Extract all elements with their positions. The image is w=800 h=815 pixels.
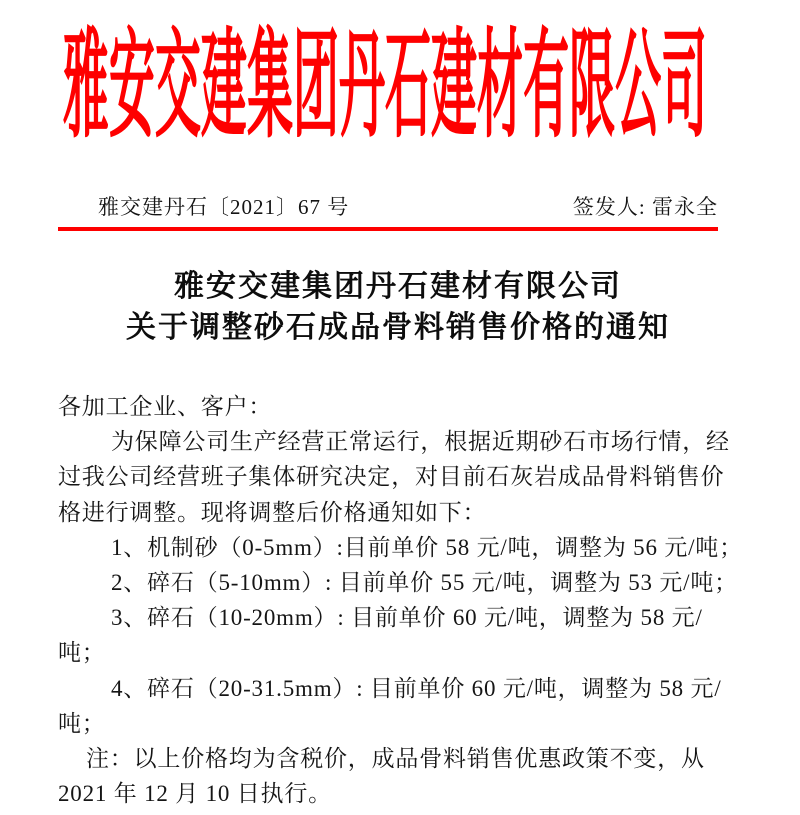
letterhead-company-name: 雅安交建集团丹石建材有限公司 [62,21,708,152]
body-line: 过我公司经营班子集体研究决定，对目前石灰岩成品骨料销售价 [58,464,725,490]
document-title [0,266,796,348]
letterhead [0,21,770,154]
red-divider-rule [58,227,718,231]
document-title-line2: 关于调整砂石成品骨料销售价格的通知 [126,311,670,344]
body-line: 格进行调整。现将调整后价格通知如下： [58,499,487,525]
body-line: 注：以上价格均为含税价，成品骨料销售优惠政策不变，从 [86,746,705,772]
body-line: 各加工企业、客户： [58,394,273,419]
document-meta-row [60,194,718,220]
body-line: 吨； [58,640,106,666]
body-line: 1、机制砂（0-5mm）:目前单价 58 元/吨，调整为 56 元/吨； [111,534,743,560]
document-title-line1: 雅安交建集团丹石建材有限公司 [174,270,622,303]
body-line: 2、碎石（5-10mm）: 目前单价 55 元/吨，调整为 53 元/吨； [111,570,738,596]
document-number: 雅交建丹石〔2021〕67 号 [98,195,350,219]
body-line: 吨； [58,710,106,736]
body-line: 3、碎石（10-20mm）: 目前单价 60 元/吨，调整为 58 元/ [111,605,703,631]
body-line: 2021 年 12 月 10 日执行。 [58,781,332,807]
body-line: 4、碎石（20-31.5mm）: 目前单价 60 元/吨，调整为 58 元/ [111,675,722,701]
body-lines [58,389,742,811]
body-line: 为保障公司生产经营正常运行，根据近期砂石市场行情，经 [111,429,730,455]
issuer-name: 签发人: 雷永全 [572,195,718,219]
